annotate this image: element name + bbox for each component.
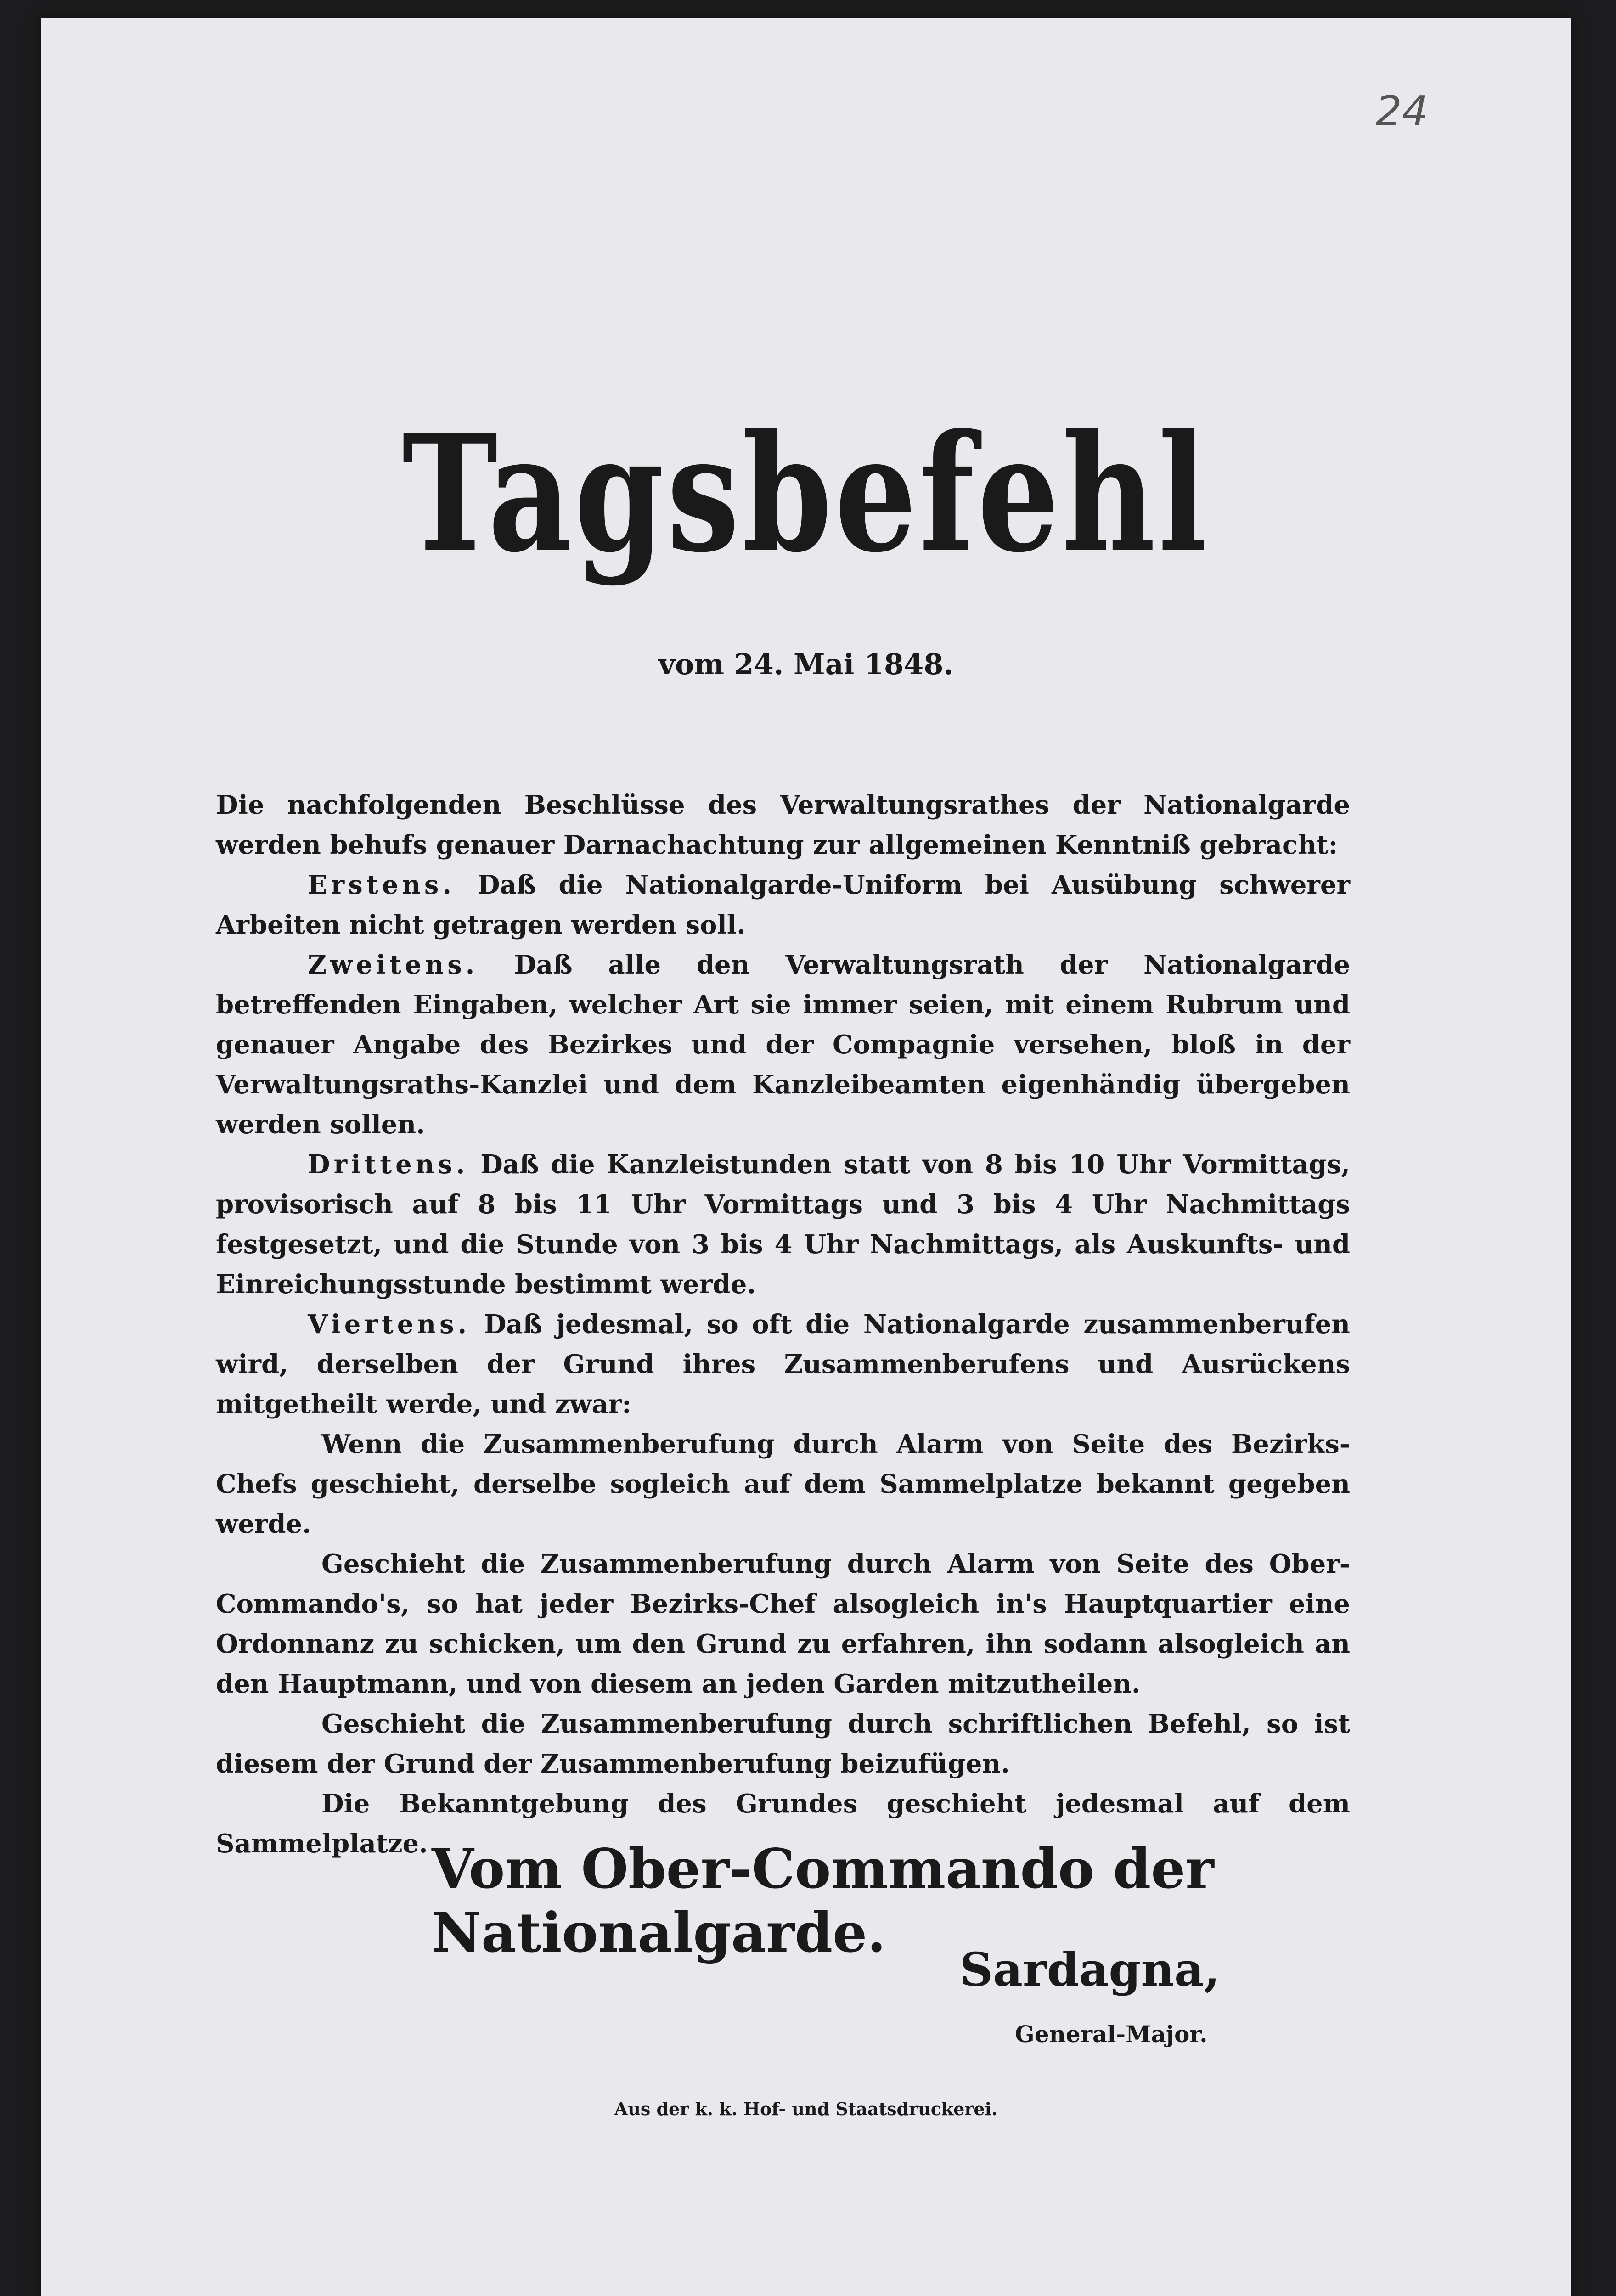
item-text: Daß alle den Verwaltungsrath der Nationalgarde betreffenden Eingaben, welcher Art sie immer seien, mit einem Rubrum und genauer Angabe des Bezirkes und der Compagnie versehen, bloß in der Verwaltungsraths-Kanzlei und dem Kanzleibeamten eigenhändig übergeben werden sollen.	[216, 950, 1350, 1140]
item-paragraph-4	[216, 1305, 1350, 1424]
subitem-paragraph-2: Geschieht die Zusammenberufung durch Alarm von Seite des Ober-Commando's, so hat jeder Bezirks-Chef alsogleich in's Hauptquartier eine Ordonnanz zu schicken, um den Grund zu erfahren, ihn sodann alsogleich an den Hauptmann, und von diesem an jeden Garden mitzutheilen.	[216, 1549, 1350, 1699]
item-text: Daß jedesmal, so oft die Nationalgarde zusammenberufen wird, derselben der Grund ihres Zusammenberufens und Ausrückens mitgetheilt werde, und zwar:	[216, 1309, 1350, 1419]
item-label: Erstens.	[308, 870, 455, 900]
item-text: Daß die Kanzleistunden statt von 8 bis 10 Uhr Vormittags, provisorisch auf 8 bis 11 Uhr Vormittags und 3 bis 4 Uhr Nachmittags festgesetzt, und die Stunde von 3 bis 4 Uhr Nachmittags, als Auskunfts- und Einreichungsstunde bestimmt werde.	[216, 1149, 1350, 1300]
signoff-line: Vom Ober-Commando der Nationalgarde.	[432, 1837, 1214, 1964]
item-paragraph-1	[216, 865, 1350, 945]
item-paragraph-2	[216, 945, 1350, 1145]
subitem-paragraph-4: Die Bekanntgebung des Grundes geschieht jedesmal auf dem Sammelplatze.	[216, 1789, 1350, 1859]
item-label: Drittens.	[308, 1149, 469, 1180]
document-date: vom 24. Mai 1848.	[658, 647, 954, 681]
document-sheet	[41, 18, 1571, 2296]
folio-number: 24	[1375, 87, 1428, 135]
item-label: Zweitens.	[308, 950, 479, 980]
item-label: Viertens.	[308, 1309, 471, 1339]
item-paragraph-3	[216, 1145, 1350, 1305]
subitem-paragraph-3: Geschieht die Zusammenberufung durch schriftlichen Befehl, so ist diesem der Grund der Zusammenberufung beizufügen.	[216, 1709, 1350, 1779]
signer-name: Sardagna,	[960, 1942, 1220, 1997]
item-text: Daß die Nationalgarde-Uniform bei Ausübung schwerer Arbeiten nicht getragen werden soll.	[216, 870, 1350, 940]
subitem-paragraph-1: Wenn die Zusammenberufung durch Alarm von Seite des Bezirks-Chefs geschieht, derselbe sogleich auf dem Sammelplatze bekannt gegeben werde.	[216, 1429, 1350, 1539]
document-title: Tagsbefehl	[402, 400, 1210, 589]
intro-paragraph: Die nachfolgenden Beschlüsse des Verwaltungsrathes der Nationalgarde werden behufs genauer Darnachachtung zur allgemeinen Kenntniß gebracht:	[216, 790, 1350, 860]
printer-imprint: Aus der k. k. Hof- und Staatsdruckerei.	[614, 2099, 998, 2119]
signer-rank: General-Major.	[1015, 2020, 1208, 2048]
document-body	[216, 785, 1350, 1864]
